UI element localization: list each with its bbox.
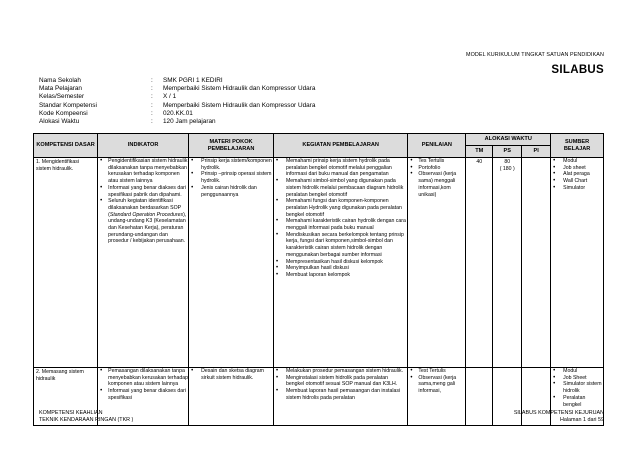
sumber-item: • Simulator <box>551 185 603 192</box>
kegiatan-item: • Membuat laporan kelompok <box>274 272 407 279</box>
indikator-item: • Seluruh kegiatan identifikasi dilaksanakan berdasarkan SOP <box>98 198 188 211</box>
footer-left <box>39 410 133 423</box>
materi-list <box>189 368 273 381</box>
metadata-key: Kelas/Semester <box>39 93 85 101</box>
sumber-item: • Modul <box>551 368 603 375</box>
penilaian-item: • Tes Tertulis <box>408 158 465 165</box>
kegiatan-item: • Mendiskusikan secara berkelompok tentang prinsip kerja, fungsi dari komponen,simbol-simbol dan karakteristik cairan sistem hidrolik dengan menggunakan berbagai sumber informasi <box>274 232 407 259</box>
kegiatan-item: • Mempresentasikan hasil diskusi kelompok <box>274 259 407 266</box>
materi-cell <box>189 158 274 368</box>
indikator-cell <box>98 158 189 368</box>
sumber-item: • Simulator sistem hidrolik <box>551 381 603 394</box>
tm-value: 40 <box>476 159 483 165</box>
kegiatan-item: • Memahami karakteristik cairan hydrolik dengan cara menggali informasi pada buku manual <box>274 218 407 231</box>
metadata-value: 120 Jam pelajaran <box>163 118 216 126</box>
kegiatan-item: • Menyimpulkan hasil diskusi <box>274 265 407 272</box>
indikator-list <box>98 158 188 245</box>
sumber-item: • Peralatan bengkel <box>551 395 603 408</box>
indikator-item: • Informasi yang benar diakses dari spesifikasi <box>98 388 188 401</box>
penilaian-item: • Observasi (kerja sama) menggali informasi,kom unikasi) <box>408 171 465 198</box>
ps-value: 80 ( 180 ) <box>499 159 515 172</box>
metadata-value: 020.KK.01 <box>163 109 193 117</box>
metadata-row <box>39 102 315 110</box>
header-ps: PS <box>493 146 522 158</box>
metadata-value: SMK PGRI 1 KEDIRI <box>163 77 223 84</box>
tm-cell <box>466 158 493 368</box>
penilaian-list <box>408 368 465 395</box>
kompetensi-dasar-text: 2. Memasang sistem hidraulik <box>36 369 84 382</box>
sumber-cell <box>551 158 604 368</box>
materi-item: • Prinsip –prinsip operasi sistem hydrolik. <box>189 171 273 184</box>
document-title: SILABUS <box>551 64 604 76</box>
metadata-value: Memperbaiki Sistem Hidraulik dan Kompressor Udara <box>163 101 316 109</box>
page-number: Halaman 1 dari 59 <box>559 416 604 423</box>
table-row <box>34 158 604 368</box>
pi-value <box>522 368 550 370</box>
header-penilaian: PENILAIAN <box>408 134 466 158</box>
materi-list <box>189 158 273 198</box>
header-kegiatan: KEGIATAN PEMBELAJARAN <box>273 134 407 158</box>
header-indikator: INDIKATOR <box>98 134 189 158</box>
indikator-item: • Informasi yang benar diakses dari spesifikasi pabrik dan dipahami. <box>98 185 188 198</box>
kegiatan-item: • Memahami fungsi dan komponen-komponen peralatan Hydrolik yang digunakan pada peralatan bengkel otomotif <box>274 198 407 218</box>
metadata-key: Standar Kompetensi <box>39 101 97 109</box>
header-alokasi-waktu: ALOKASI WAKTU <box>466 134 551 146</box>
indikator-list <box>98 368 188 402</box>
kegiatan-cell <box>273 368 407 426</box>
penilaian-list <box>408 158 465 198</box>
metadata-row <box>39 110 315 118</box>
header-sumber-belajar: SUMBER BELAJAR <box>551 134 604 158</box>
metadata-row <box>39 77 315 85</box>
materi-item: • Prinsip kerja sistem/komponen hydrolik. <box>189 158 273 171</box>
sumber-item: • Alat peraga <box>551 171 603 178</box>
materi-item: • Jenis cairan hidrolik dan penggunaannya <box>189 185 273 198</box>
syllabus-table <box>33 133 604 426</box>
kegiatan-cell <box>273 158 407 368</box>
metadata-colon: : <box>151 93 153 101</box>
metadata-key: Mata Pelajaran <box>39 85 82 93</box>
footer-program-label: TEKNIK KENDARAAN RINGAN (TKR ) <box>39 416 134 423</box>
materi-cell <box>189 368 274 426</box>
metadata-key: Nama Sekolah <box>39 77 81 84</box>
ps-cell <box>493 158 522 368</box>
kegiatan-item: • Menginstalasi sistem hidrolik pada peralatan bengkel otomotif sesuai SOP manual dan K3LH. <box>274 375 407 388</box>
metadata-key: Kode Kompeensi <box>39 109 88 117</box>
kegiatan-list <box>274 158 407 279</box>
metadata-value: X / 1 <box>163 93 177 101</box>
metadata-row <box>39 118 315 126</box>
indikator-item: (Standard Operation Procedures), undang-undang K3 (Keselamatan dan Kesehatan Kerja), peraturan perundang-undangan dan prosedur / kebijakan perusahaan. <box>108 211 187 245</box>
sumber-item: • Wall Chart <box>551 178 603 185</box>
header-kompetensi-dasar: KOMPETENSI DASAR <box>34 134 98 158</box>
metadata-value: Memperbaiki Sistem Hidraulik dan Kompressor Udara <box>163 85 316 93</box>
footer-competency-label: KOMPETENSI KEAHLIAN <box>39 410 103 416</box>
metadata-key: Alokasi Waktu <box>39 118 80 126</box>
metadata-colon: : <box>151 77 153 84</box>
metadata-colon: : <box>151 101 153 109</box>
kompetensi-dasar-cell <box>34 158 98 368</box>
header-tm: TM <box>466 146 493 158</box>
curriculum-model-label: MODEL KURIKULUM TINGKAT SATUAN PENDIDIKAN <box>466 52 604 58</box>
footer-syllabus-label: SILABUS KOMPETENSI KEJURUAN <box>513 410 604 416</box>
pi-cell <box>522 158 551 368</box>
header-materi-pokok: MATERI POKOK PEMBELAJARAN <box>189 134 274 158</box>
tm-cell <box>466 368 493 426</box>
penilaian-item: • Observasi (kerja sama,meng gali informasi, <box>408 375 465 395</box>
kompetensi-dasar-text: 1. Mengidentifikasi sistem hidraulik. <box>36 159 79 172</box>
metadata-colon: : <box>151 85 153 93</box>
kegiatan-item: • Memahami prinsip kerja sistem hydrolik pada peralatan bengkel otomotif melalui penggalian informasi dari buku manual dan pengamatan <box>274 158 407 178</box>
metadata-row <box>39 85 315 93</box>
kegiatan-list <box>274 368 407 402</box>
sumber-list <box>551 158 603 192</box>
penilaian-item: • Test Tertulis <box>408 368 465 375</box>
materi-item: • Desain dan sketsa diagram sirkuit sistem hidraulik. <box>189 368 273 381</box>
kegiatan-item: • Membuat laporan hasil pemasangan dan instalasi sistem hidrolis pada peralatan <box>274 388 407 401</box>
metadata-block <box>39 77 315 126</box>
footer-right <box>514 410 604 423</box>
penilaian-item: • Portofolio <box>408 165 465 172</box>
kegiatan-item: • Memahami simbol-simbol yang digunakan pada sistem hidrolik melalui pembacaan diagram hidrolik peralatan bengkel otomotif <box>274 178 407 198</box>
header-pi: PI <box>522 146 551 158</box>
sumber-list <box>551 368 603 408</box>
metadata-colon: : <box>151 109 153 117</box>
sumber-item: • Modul <box>551 158 603 165</box>
metadata-row <box>39 93 315 101</box>
metadata-colon: : <box>151 118 153 126</box>
sumber-item: • Job sheet <box>551 165 603 172</box>
indikator-item: • Pemasangan dilaksanakan tanpa menyebabkan kerusakan terhadap komponen atau sistem lainnya <box>98 368 188 388</box>
tm-value <box>466 368 492 370</box>
indikator-item: • Pengidentifikasian sistem hidraulik dilaksanakan tanpa menyebabkan kerusakan terhadap komponen atau sistem lainnya <box>98 158 188 185</box>
pi-value <box>522 158 550 160</box>
kegiatan-item: • Melakukan prosedur pemasangan sistem hidraulik. <box>274 368 407 375</box>
ps-value <box>493 368 521 370</box>
penilaian-cell <box>408 158 466 368</box>
penilaian-cell <box>408 368 466 426</box>
sumber-item: • Job Sheet <box>551 375 603 382</box>
